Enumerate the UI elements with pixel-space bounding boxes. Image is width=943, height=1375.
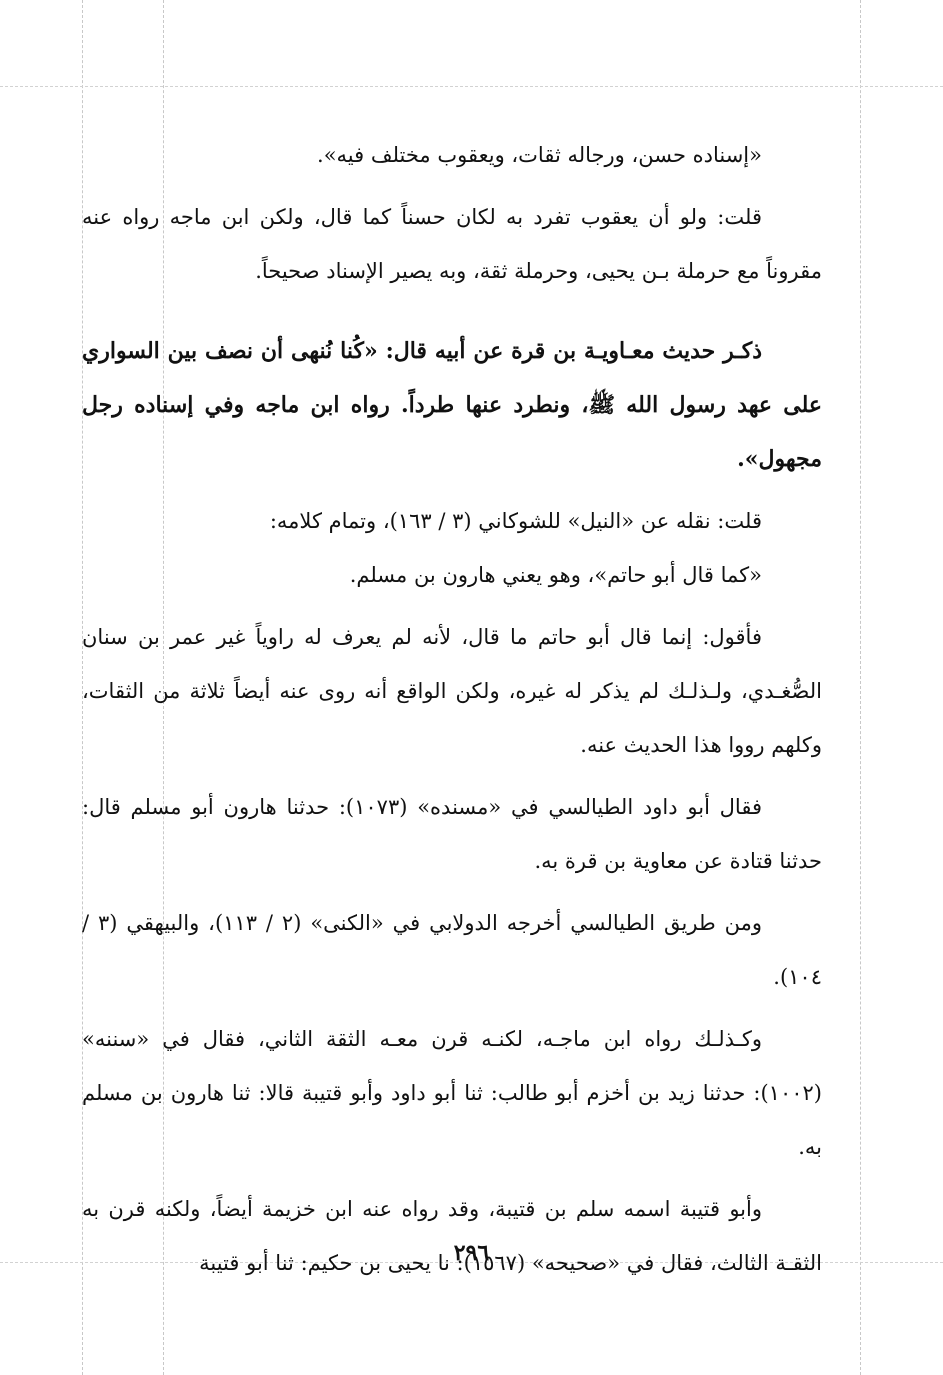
paragraph: ومن طريق الطيالسي أخرجه الدولابي في «الكنى» (٢ / ١١٣)، والبيهقي (٣ / ١٠٤). [82, 911, 822, 989]
paragraph: «إسناده حسن، ورجاله ثقات، ويعقوب مختلف فيه». [317, 143, 762, 167]
page-body [82, 128, 822, 1290]
paragraph: فقال أبو داود الطيالسي في «مسنده» (١٠٧٣): حدثنا هارون أبو مسلم قال: حدثنا قتادة عن معاوية بن قرة به. [82, 795, 822, 873]
paragraph: وكـذلـك رواه ابن ماجـه، لكنـه قرن معـه الثقة الثاني، فقال في «سننه» (١٠٠٢): حدثنا زيد بن أخزم أبو طالب: ثنا أبو داود وأبو قتيبة قالا: ثنا هارون بن مسلم به. [82, 1027, 822, 1159]
section-heading-paragraph: ذكـر حديث معـاويـة بن قرة عن أبيه قال: «كُنا نُنهى أن نصف بين السواري على عهد رسول الله ﷺ، ونطرد عنها طرداً. رواه ابن ماجه وفي إسناده رجل مجهول». [82, 338, 822, 472]
paragraph: فأقول: إنما قال أبو حاتم ما قال، لأنه لم يعرف له راوياً غير عمر بن سنان الصُّغـدي، ولـذلـك لم يذكر له غيره، ولكن الواقع أنه روى عنه أيضاً ثلاثة من الثقات، وكلهم رووا هذا الحديث عنه. [82, 625, 822, 757]
paragraph: وأبو قتيبة اسمه سلم بن قتيبة، وقد رواه عنه ابن خزيمة أيضاً، ولكنه قرن به الثقـة الثالث، فقال في «صحيحه» (١٥٦٧): نا يحيى بن حكيم: ثنا أبو قتيبة [82, 1197, 822, 1275]
paragraph: قلت: ولو أن يعقوب تفرد به لكان حسناً كما قال، ولكن ابن ماجه رواه عنه مقروناً مع حرملة بـن يحيى، وحرملة ثقة، وبه يصير الإسناد صحيحاً. [82, 205, 822, 283]
paragraph: قلت: نقله عن «النيل» للشوكاني (٣ / ١٦٣)، وتمام كلامه: [269, 509, 762, 533]
paragraph: «كما قال أبو حاتم»، وهو يعني هارون بن مسلم. [349, 563, 762, 587]
page-number: ٢٩٦ [453, 1240, 490, 1266]
guide-line [0, 86, 943, 87]
guide-line [860, 0, 861, 1375]
